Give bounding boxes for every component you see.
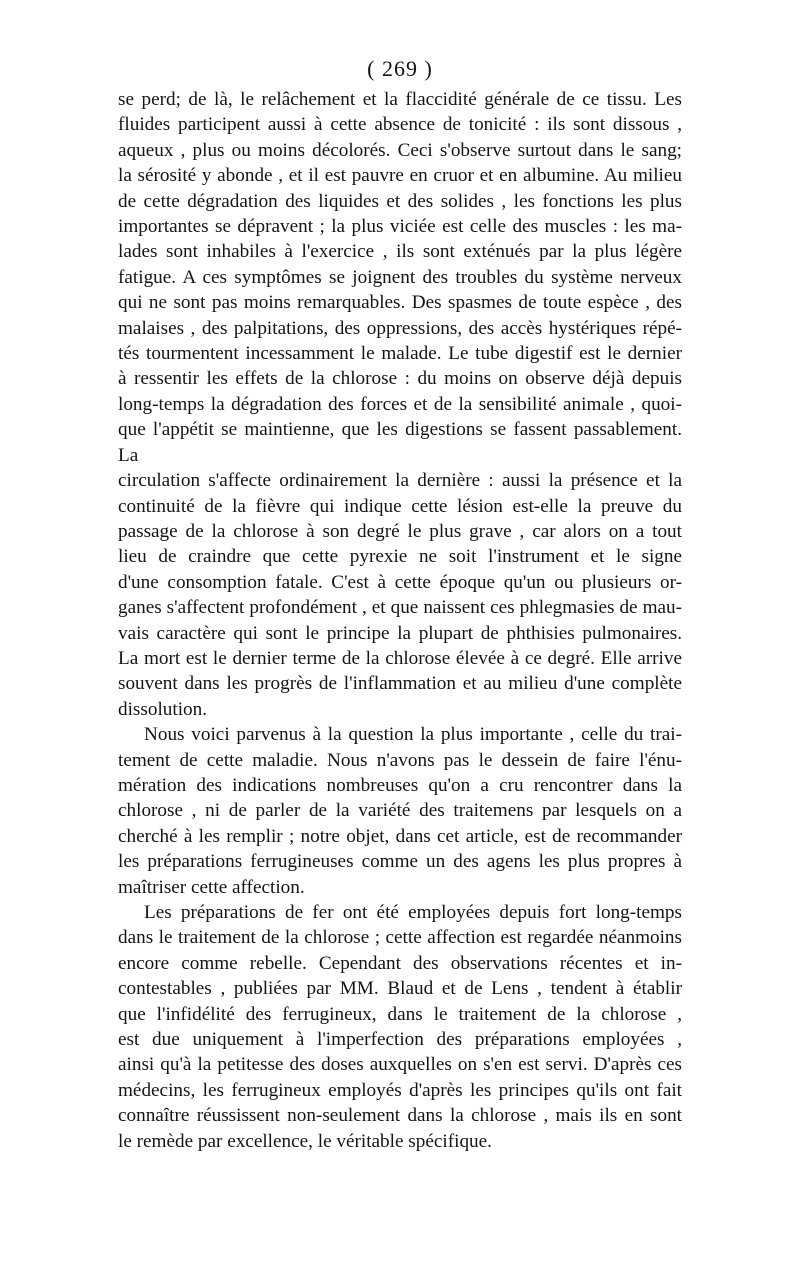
text-line: fluides participent aussi à cette absence de tonicité : ils sont dissous , [118,114,682,136]
text-line: lades sont inhabiles à l'exercice , ils sont exténués par la plus légère [118,241,682,263]
text-line: que l'appétit se maintienne, que les digestions se fassent passablement. La [118,419,682,466]
text-line: tés tourmentent incessamment le malade. Le tube digestif est le dernier [118,343,682,365]
text-line: connaître réussissent non-seulement dans la chlorose , mais ils en sont [118,1105,682,1127]
text-line: maîtriser cette affection. [118,876,305,898]
text-line: mération des indications nombreuses qu'on a cru rencontrer dans la [118,774,682,796]
text-line: chlorose , ni de parler de la variété des traitemens par lesquels on a [118,800,682,822]
text-line: souvent dans les progrès de l'inflammation et au milieu d'une complète [118,673,682,695]
paragraph-2 [118,722,682,900]
text-line: La mort est le dernier terme de la chlorose élevée à ce degré. Elle arrive [118,647,682,669]
text-line: passage de la chlorose à son degré le plus grave , car alors on a tout [118,520,682,542]
text-line: le remède par excellence, le véritable spécifique. [118,1130,492,1152]
text-line: qui ne sont pas moins remarquables. Des spasmes de toute espèce , des [118,292,682,314]
text-line: fatigue. A ces symptômes se joignent des troubles du système nerveux [118,266,682,288]
text-line: long-temps la dégradation des forces et de la sensibilité animale , quoi- [118,393,682,415]
text-line: vais caractère qui sont le principe la plupart de phthisies pulmonaires. [118,622,682,644]
text-line: la sérosité y abonde , et il est pauvre en cruor et en albumine. Au milieu [118,165,682,187]
text-line: les préparations ferrugineuses comme un des agens les plus propres à [118,851,682,873]
paragraph-3 [118,900,682,1154]
text-line: aqueux , plus ou moins décolorés. Ceci s'observe surtout dans le sang; [118,139,682,161]
text-line: dans le traitement de la chlorose ; cette affection est regardée néanmoins [118,927,682,949]
paragraph-1 [118,87,682,722]
text-line: contestables , publiées par MM. Blaud et de Lens , tendent à établir [118,978,682,1000]
text-line: que l'infidélité des ferrugineux, dans le traitement de la chlorose , [118,1003,682,1025]
text-line: est due uniquement à l'imperfection des préparations employées , [118,1029,682,1051]
text-line: médecins, les ferrugineux employés d'après les principes qu'ils ont fait [118,1079,682,1101]
text-line: importantes se dépravent ; la plus viciée est celle des muscles : les ma- [118,216,682,238]
text-line: cherché à les remplir ; notre objet, dans cet article, est de recommander [118,825,682,847]
text-line: tement de cette maladie. Nous n'avons pas le dessein de faire l'énu- [118,749,682,771]
page-number: ( 269 ) [367,56,433,81]
text-line: dissolution. [118,698,208,720]
text-line: continuité de la fièvre qui indique cette lésion est-elle la preuve du [118,495,682,517]
text-line: à ressentir les effets de la chlorose : du moins on observe déjà depuis [118,368,682,390]
text-line: lieu de craindre que cette pyrexie ne soit l'instrument et le signe [118,546,682,568]
text-line: circulation s'affecte ordinairement la dernière : aussi la présence et la [118,470,682,492]
text-line: ganes s'affectent profondément , et que naissent ces phlegmasies de mau- [118,597,682,619]
text-line: de cette dégradation des liquides et des solides , les fonctions les plus [118,190,682,212]
text-line: malaises , des palpitations, des oppressions, des accès hystériques répé- [118,317,682,339]
body-text [118,87,682,1154]
text-line: encore comme rebelle. Cependant des observations récentes et in- [118,952,682,974]
text-line: d'une consomption fatale. C'est à cette époque qu'un ou plusieurs or- [118,571,682,593]
text-line: Nous voici parvenus à la question la plus importante , celle du trai- [144,724,682,746]
text-line: ainsi qu'à la petitesse des doses auxquelles on s'en est servi. D'après ces [118,1054,682,1076]
text-line: se perd; de là, le relâchement et la flaccidité générale de ce tissu. Les [118,89,682,110]
text-line: Les préparations de fer ont été employées depuis fort long-temps [144,902,682,923]
